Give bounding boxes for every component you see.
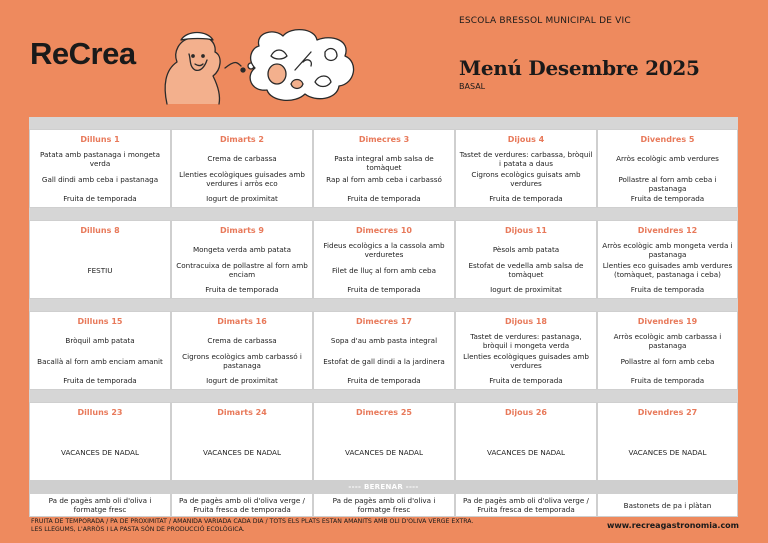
day-cell xyxy=(172,130,312,207)
chef-illustration xyxy=(155,26,385,108)
day-label: Dilluns 8 xyxy=(80,226,120,235)
menu-grid xyxy=(29,117,738,517)
row-separator xyxy=(29,117,738,129)
day-cell xyxy=(314,221,454,298)
menu-item: Llenties ecològiques guisades amb verdures xyxy=(463,352,589,370)
day-label: Dilluns 15 xyxy=(77,317,123,326)
menu-item: Fruita de temporada xyxy=(347,285,421,294)
footer-note xyxy=(31,518,591,534)
day-cell xyxy=(314,312,454,389)
menu-item: Pèsols amb patata xyxy=(492,245,560,254)
day-label: Divendres 12 xyxy=(637,226,698,235)
menu-item: Arròs ecològic amb carbassa i pastanaga xyxy=(613,332,722,350)
menu-item: Rap al forn amb ceba i carbassó xyxy=(326,175,442,184)
menu-item: Cigrons ecològics guisats amb verdures xyxy=(471,170,581,188)
day-label: Dimarts 16 xyxy=(217,317,267,326)
menu-item: Estofat de gall dindi a la jardinera xyxy=(323,357,445,366)
day-label: Divendres 27 xyxy=(637,408,698,417)
day-label: Dimecres 10 xyxy=(356,226,412,235)
berenar-cell xyxy=(456,494,596,516)
berenar-cell xyxy=(598,494,737,516)
menu-item: VACANCES DE NADAL xyxy=(203,448,281,457)
menu-item: Fruita de temporada xyxy=(205,285,279,294)
menu-item: Mongeta verda amb patata xyxy=(192,245,292,254)
berenar-header: ---- BERENAR ---- xyxy=(29,481,738,493)
menu-item: Fruita de temporada xyxy=(347,194,421,203)
menu-item: Pasta integral amb salsa de tomàquet xyxy=(334,154,434,172)
menu-item: VACANCES DE NADAL xyxy=(487,448,565,457)
day-label: Divendres 5 xyxy=(640,135,695,144)
day-cell xyxy=(172,403,312,480)
berenar-item: Pa de pagès amb oli d'oliva i formatge fresc xyxy=(332,496,436,514)
row-separator xyxy=(29,299,738,311)
day-cell xyxy=(598,312,737,389)
menu-item: Fruita de temporada xyxy=(630,285,705,294)
menu-item: Pollastre al forn amb ceba i pastanaga xyxy=(618,175,717,193)
day-cell xyxy=(598,130,737,207)
day-cell xyxy=(598,403,737,480)
menu-item: Filet de lluç al forn amb ceba xyxy=(331,266,437,275)
menu-item: Tastet de verdures: carbassa, bròquil i patata a daus xyxy=(459,150,593,168)
menu-item: Cigrons ecològics amb carbassó i pastanaga xyxy=(182,352,302,370)
day-cell xyxy=(30,221,170,298)
berenar-cell xyxy=(172,494,312,516)
menu-item: Bacallà al forn amb enciam amanit xyxy=(37,357,163,366)
berenar-cell xyxy=(30,494,170,516)
berenar-item: Bastonets de pa i plàtan xyxy=(623,501,712,510)
menu-item: Iogurt de proximitat xyxy=(490,285,562,294)
day-label: Divendres 19 xyxy=(637,317,698,326)
day-label: Dijous 11 xyxy=(505,226,547,235)
row-separator xyxy=(29,390,738,402)
day-label: Dimarts 9 xyxy=(220,226,264,235)
menu-item: Fruita de temporada xyxy=(489,194,563,203)
website-link[interactable]: www.recreagastronomia.com xyxy=(607,521,740,530)
menu-item: Fideus ecològics a la cassola amb verduretes xyxy=(323,241,445,259)
school-name: ESCOLA BRESSOL MUNICIPAL DE VIC xyxy=(459,16,631,26)
menu-item: Pollastre al forn amb ceba xyxy=(620,357,715,366)
menu-item: Fruita de temporada xyxy=(489,376,563,385)
day-cell xyxy=(172,312,312,389)
menu-item: VACANCES DE NADAL xyxy=(345,448,423,457)
menu-item: Llenties eco guisades amb verdures (tomàquet, pastanaga i ceba) xyxy=(602,261,733,279)
menu-item: Bròquil amb patata xyxy=(65,336,135,345)
day-label: Dijous 4 xyxy=(507,135,545,144)
berenar-cell xyxy=(314,494,454,516)
menu-item: Tastet de verdures: pastanaga, bròquil i mongeta verda xyxy=(470,332,582,350)
day-label: Dimarts 24 xyxy=(217,408,267,417)
menu-item: Arròs ecològic amb mongeta verda i pastanaga xyxy=(602,241,733,259)
day-label: Dijous 18 xyxy=(505,317,547,326)
menu-item: Fruita de temporada xyxy=(630,194,705,203)
day-cell xyxy=(456,312,596,389)
menu-item: Crema de carbassa xyxy=(207,336,277,345)
footer-note-line: LES LLEGUMS, L'ARRÒS I LA PASTA SÓN DE PRODUCCIÓ ECOLÒGICA. xyxy=(31,526,245,533)
menu-title: Menú Desembre 2025 xyxy=(459,56,700,80)
menu-item: Gall dindi amb ceba i pastanaga xyxy=(41,175,159,184)
menu-subtitle: BASAL xyxy=(459,82,486,91)
menu-item: Iogurt de proximitat xyxy=(206,194,278,203)
menu-item: Estofat de vedella amb salsa de tomàquet xyxy=(468,261,584,279)
day-label: Dimecres 25 xyxy=(356,408,412,417)
menu-item: Llenties ecològiques guisades amb verdures i arròs eco xyxy=(179,170,305,188)
day-cell xyxy=(456,221,596,298)
menu-item: Fruita de temporada xyxy=(63,194,137,203)
day-label: Dilluns 23 xyxy=(77,408,123,417)
day-label: Dimecres 3 xyxy=(358,135,410,144)
day-label: Dimecres 17 xyxy=(356,317,412,326)
berenar-item: Pa de pagès amb oli d'oliva i formatge fresc xyxy=(48,496,152,514)
menu-item: Contracuixa de pollastre al forn amb enciam xyxy=(176,261,308,279)
berenar-item: Pa de pagès amb oli d'oliva verge / Fruita fresca de temporada xyxy=(179,496,305,514)
menu-item: Sopa d'au amb pasta integral xyxy=(330,336,438,345)
menu-item: VACANCES DE NADAL xyxy=(61,448,139,457)
berenar-item: Pa de pagès amb oli d'oliva verge / Fruita fresca de temporada xyxy=(463,496,589,514)
day-label: Dilluns 1 xyxy=(80,135,120,144)
brand-logo: ReCrea xyxy=(30,36,136,71)
day-cell xyxy=(172,221,312,298)
menu-item: Patata amb pastanaga i mongeta verda xyxy=(40,150,160,168)
footer-note-line: FRUITA DE TEMPORADA / PA DE PROXIMITAT / AMANIDA VARIADA CADA DIA / TOTS ELS PLATS ESTAN AMANITS AMB OLI D'OLIVA VERGE EXTRA. xyxy=(31,518,474,525)
day-cell xyxy=(314,130,454,207)
day-cell xyxy=(598,221,737,298)
menu-item: Fruita de temporada xyxy=(630,376,705,385)
day-cell xyxy=(314,403,454,480)
day-cell xyxy=(456,403,596,480)
menu-item: VACANCES DE NADAL xyxy=(628,448,707,457)
menu-item: Fruita de temporada xyxy=(63,376,137,385)
day-label: Dijous 26 xyxy=(505,408,547,417)
day-cell xyxy=(456,130,596,207)
row-separator xyxy=(29,208,738,220)
menu-item: Crema de carbassa xyxy=(207,154,277,163)
day-cell xyxy=(30,130,170,207)
day-cell xyxy=(30,312,170,389)
menu-item: FESTIU xyxy=(87,266,113,275)
day-cell xyxy=(30,403,170,480)
menu-item: Iogurt de proximitat xyxy=(206,376,278,385)
menu-item: Arròs ecològic amb verdures xyxy=(616,154,719,163)
day-label: Dimarts 2 xyxy=(220,135,264,144)
menu-item: Fruita de temporada xyxy=(347,376,421,385)
